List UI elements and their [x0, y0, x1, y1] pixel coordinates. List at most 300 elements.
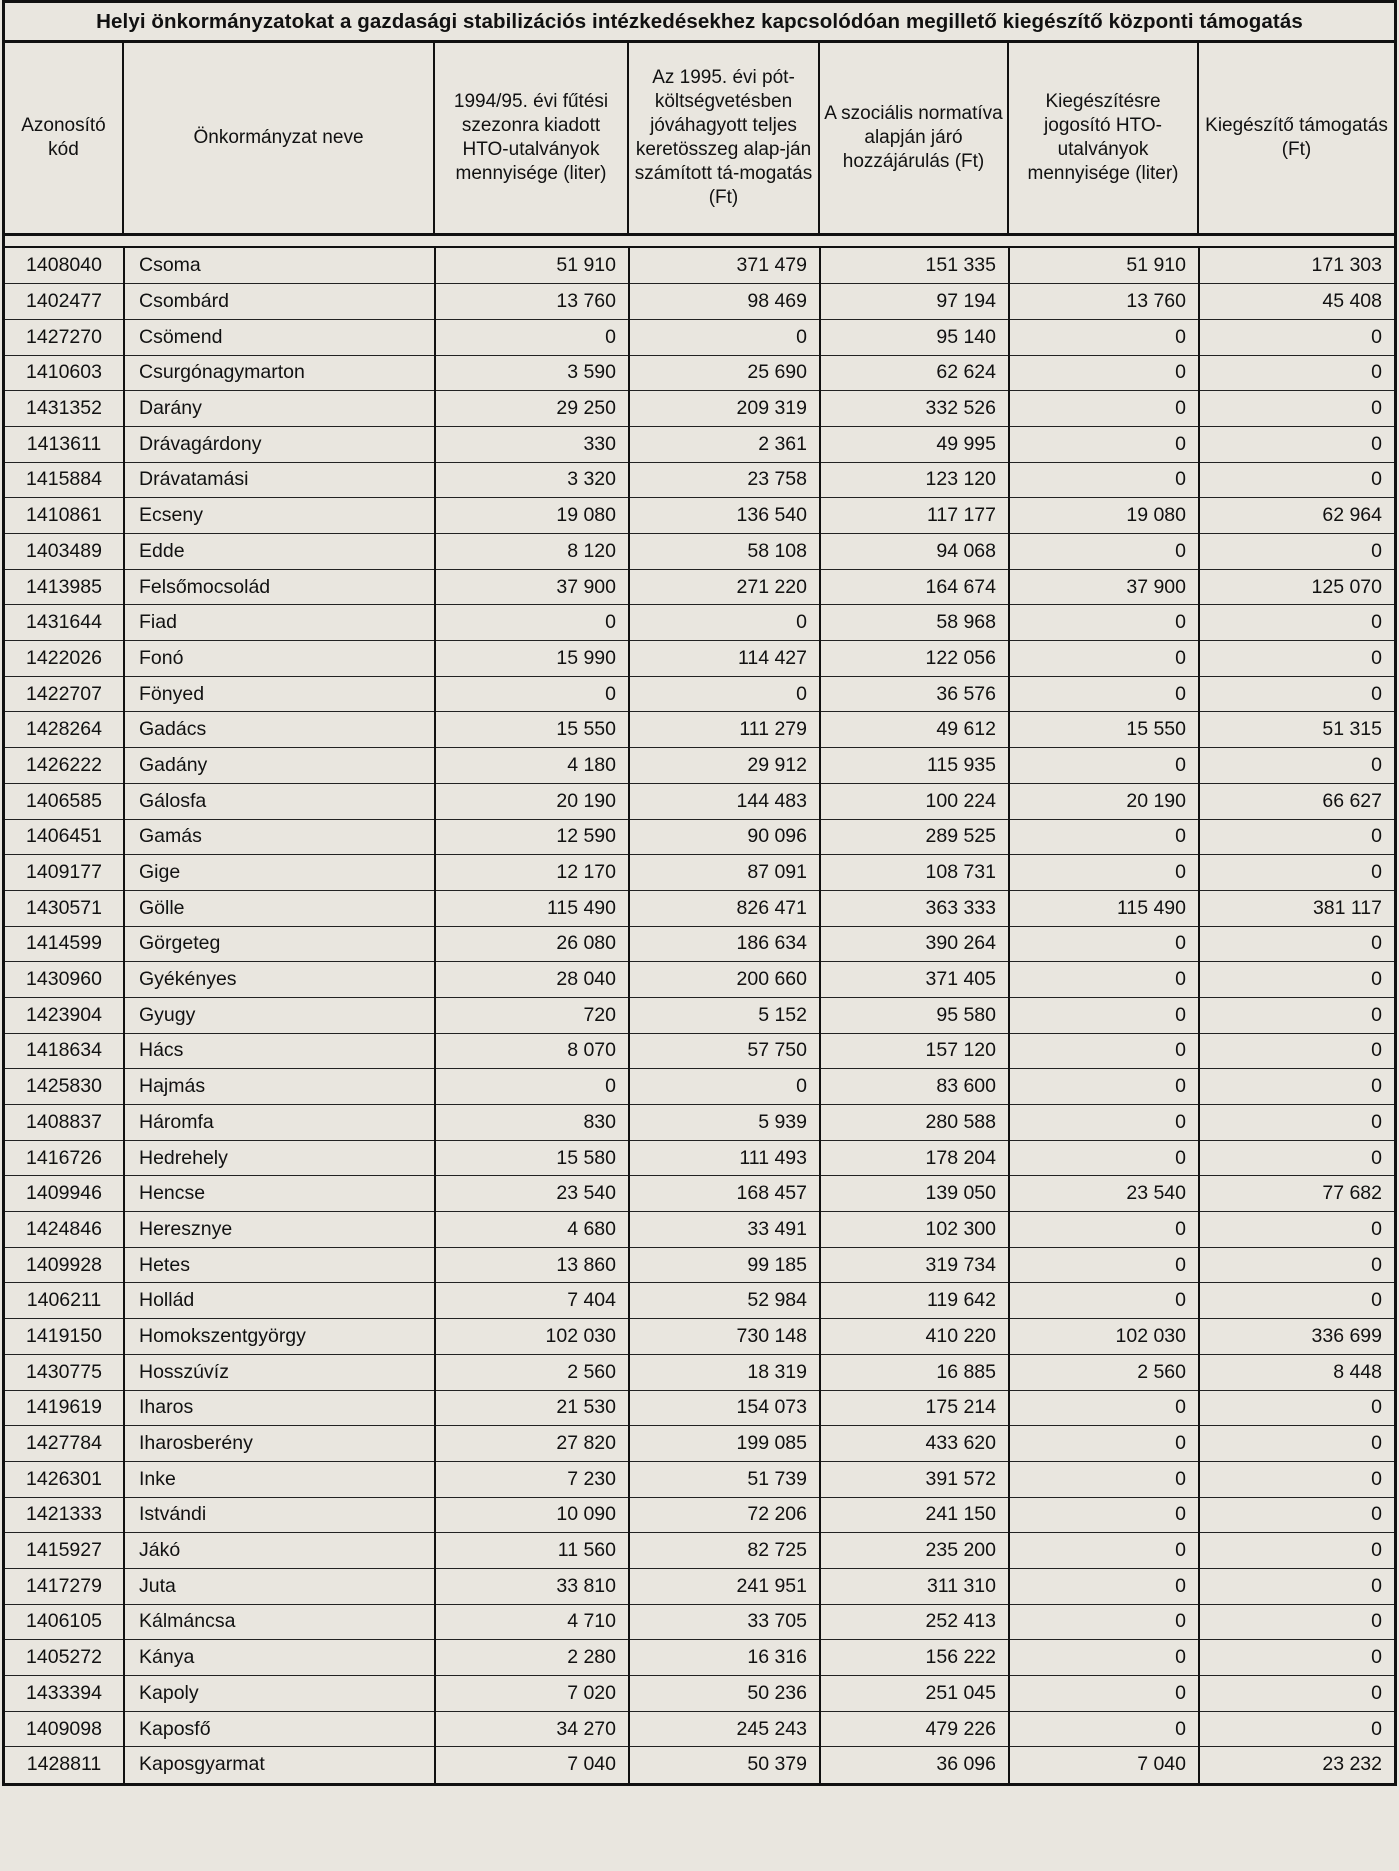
cell-social-normative: 390 264	[820, 926, 1009, 962]
cell-eligible-vouchers: 0	[1009, 426, 1199, 462]
cell-budget-support: 18 319	[629, 1354, 820, 1390]
table-row	[5, 355, 1394, 391]
cell-budget-support: 57 750	[629, 1033, 820, 1069]
cell-social-normative: 479 226	[820, 1711, 1009, 1747]
cell-hto-vouchers: 34 270	[435, 1711, 629, 1747]
cell-supplementary-support: 336 699	[1199, 1319, 1394, 1355]
header-supplementary-support: Kiegészítő támogatás (Ft)	[1205, 115, 1388, 160]
cell-id-code: 1409928	[5, 1247, 124, 1283]
cell-id-code: 1408040	[5, 248, 124, 284]
cell-eligible-vouchers: 0	[1009, 1212, 1199, 1248]
cell-eligible-vouchers: 2 560	[1009, 1354, 1199, 1390]
cell-social-normative: 119 642	[820, 1283, 1009, 1319]
cell-municipality-name: Fonó	[124, 641, 435, 677]
cell-municipality-name: Edde	[124, 534, 435, 570]
cell-eligible-vouchers: 0	[1009, 1390, 1199, 1426]
cell-social-normative: 363 333	[820, 890, 1009, 926]
cell-municipality-name: Csombárd	[124, 284, 435, 320]
cell-social-normative: 49 612	[820, 712, 1009, 748]
cell-social-normative: 36 576	[820, 676, 1009, 712]
cell-hto-vouchers: 10 090	[435, 1497, 629, 1533]
cell-municipality-name: Gálosfa	[124, 783, 435, 819]
cell-eligible-vouchers: 0	[1009, 1711, 1199, 1747]
cell-budget-support: 33 705	[629, 1604, 820, 1640]
cell-hto-vouchers: 19 080	[435, 498, 629, 534]
cell-social-normative: 100 224	[820, 783, 1009, 819]
cell-budget-support: 114 427	[629, 641, 820, 677]
table-row	[5, 498, 1394, 534]
cell-eligible-vouchers: 0	[1009, 641, 1199, 677]
table-row	[5, 1711, 1394, 1747]
cell-social-normative: 157 120	[820, 1033, 1009, 1069]
header-id-code: Azonosító kód	[5, 43, 124, 233]
cell-budget-support: 245 243	[629, 1711, 820, 1747]
cell-municipality-name: Hetes	[124, 1247, 435, 1283]
table-row	[5, 1354, 1394, 1390]
cell-eligible-vouchers: 0	[1009, 534, 1199, 570]
table-row	[5, 783, 1394, 819]
table-row	[5, 1497, 1394, 1533]
cell-social-normative: 164 674	[820, 569, 1009, 605]
cell-supplementary-support: 0	[1199, 748, 1394, 784]
cell-id-code: 1424846	[5, 1212, 124, 1248]
cell-id-code: 1413611	[5, 426, 124, 462]
cell-social-normative: 123 120	[820, 462, 1009, 498]
cell-municipality-name: Drávatamási	[124, 462, 435, 498]
cell-hto-vouchers: 7 404	[435, 1283, 629, 1319]
cell-supplementary-support: 0	[1199, 1212, 1394, 1248]
cell-municipality-name: Kálmáncsa	[124, 1604, 435, 1640]
cell-supplementary-support: 0	[1199, 391, 1394, 427]
table-row	[5, 426, 1394, 462]
cell-social-normative: 49 995	[820, 426, 1009, 462]
table-row	[5, 641, 1394, 677]
cell-municipality-name: Hajmás	[124, 1069, 435, 1105]
cell-social-normative: 16 885	[820, 1354, 1009, 1390]
cell-id-code: 1430775	[5, 1354, 124, 1390]
cell-eligible-vouchers: 0	[1009, 1033, 1199, 1069]
cell-budget-support: 168 457	[629, 1176, 820, 1212]
cell-budget-support: 271 220	[629, 569, 820, 605]
cell-municipality-name: Háromfa	[124, 1105, 435, 1141]
cell-eligible-vouchers: 0	[1009, 855, 1199, 891]
cell-hto-vouchers: 4 710	[435, 1604, 629, 1640]
cell-social-normative: 97 194	[820, 284, 1009, 320]
cell-budget-support: 136 540	[629, 498, 820, 534]
cell-supplementary-support: 66 627	[1199, 783, 1394, 819]
cell-id-code: 1428811	[5, 1747, 124, 1783]
cell-id-code: 1414599	[5, 926, 124, 962]
table-row	[5, 1247, 1394, 1283]
cell-eligible-vouchers: 0	[1009, 962, 1199, 998]
cell-id-code: 1406585	[5, 783, 124, 819]
table-row	[5, 855, 1394, 891]
cell-social-normative: 151 335	[820, 248, 1009, 284]
cell-id-code: 1431352	[5, 391, 124, 427]
cell-hto-vouchers: 115 490	[435, 890, 629, 926]
cell-budget-support: 2 361	[629, 426, 820, 462]
cell-supplementary-support: 0	[1199, 855, 1394, 891]
cell-budget-support: 371 479	[629, 248, 820, 284]
cell-id-code: 1428264	[5, 712, 124, 748]
cell-social-normative: 391 572	[820, 1461, 1009, 1497]
cell-id-code: 1416726	[5, 1140, 124, 1176]
cell-hto-vouchers: 4 180	[435, 748, 629, 784]
table-row	[5, 1140, 1394, 1176]
cell-supplementary-support: 77 682	[1199, 1176, 1394, 1212]
cell-supplementary-support: 0	[1199, 1497, 1394, 1533]
cell-budget-support: 87 091	[629, 855, 820, 891]
cell-hto-vouchers: 11 560	[435, 1533, 629, 1569]
data-table	[5, 248, 1394, 1783]
cell-id-code: 1410861	[5, 498, 124, 534]
cell-eligible-vouchers: 0	[1009, 748, 1199, 784]
cell-supplementary-support: 0	[1199, 1140, 1394, 1176]
table-row	[5, 819, 1394, 855]
cell-hto-vouchers: 8 120	[435, 534, 629, 570]
cell-supplementary-support: 0	[1199, 426, 1394, 462]
cell-budget-support: 99 185	[629, 1247, 820, 1283]
cell-municipality-name: Gadács	[124, 712, 435, 748]
cell-supplementary-support: 0	[1199, 605, 1394, 641]
table-row	[5, 1069, 1394, 1105]
cell-supplementary-support: 23 232	[1322, 1753, 1382, 1776]
cell-social-normative: 241 150	[820, 1497, 1009, 1533]
cell-hto-vouchers: 2 280	[435, 1640, 629, 1676]
cell-eligible-vouchers: 0	[1009, 1640, 1199, 1676]
cell-budget-support: 29 912	[629, 748, 820, 784]
table-row	[5, 1176, 1394, 1212]
cell-supplementary-support: 45 408	[1199, 284, 1394, 320]
cell-hto-vouchers: 830	[435, 1105, 629, 1141]
cell-social-normative: 122 056	[820, 641, 1009, 677]
cell-municipality-name: Felsőmocsolád	[124, 569, 435, 605]
table-row	[5, 1105, 1394, 1141]
cell-eligible-vouchers: 0	[1009, 1604, 1199, 1640]
table-row	[5, 1747, 1394, 1783]
cell-hto-vouchers: 12 170	[435, 855, 629, 891]
cell-social-normative: 156 222	[820, 1640, 1009, 1676]
table-row	[5, 962, 1394, 998]
cell-budget-support: 0	[629, 605, 820, 641]
table-row	[5, 890, 1394, 926]
cell-budget-support: 90 096	[629, 819, 820, 855]
cell-supplementary-support: 0	[1199, 1247, 1394, 1283]
cell-hto-vouchers: 8 070	[435, 1033, 629, 1069]
cell-id-code: 1406451	[5, 819, 124, 855]
table-row	[5, 1604, 1394, 1640]
cell-budget-support: 730 148	[629, 1319, 820, 1355]
cell-social-normative: 175 214	[820, 1390, 1009, 1426]
cell-municipality-name: Csurgónagymarton	[124, 355, 435, 391]
table-row	[5, 712, 1394, 748]
cell-eligible-vouchers: 102 030	[1009, 1319, 1199, 1355]
cell-supplementary-support: 0	[1199, 1426, 1394, 1462]
table-row	[5, 1319, 1394, 1355]
header-municipality-name: Önkormányzat neve	[124, 43, 435, 233]
table-row	[5, 1568, 1394, 1604]
cell-municipality-name: Hedrehely	[124, 1140, 435, 1176]
cell-eligible-vouchers: 0	[1009, 319, 1199, 355]
cell-hto-vouchers: 51 910	[435, 248, 629, 284]
cell-id-code: 1426301	[5, 1461, 124, 1497]
table-row	[5, 926, 1394, 962]
cell-social-normative: 178 204	[820, 1140, 1009, 1176]
cell-supplementary-support: 0	[1199, 1069, 1394, 1105]
cell-id-code: 1408837	[5, 1105, 124, 1141]
cell-hto-vouchers: 13 760	[435, 284, 629, 320]
cell-supplementary-support: 0	[1199, 1283, 1394, 1319]
cell-municipality-name: Kaposfő	[124, 1711, 435, 1747]
cell-municipality-name: Ecseny	[124, 498, 435, 534]
cell-municipality-name: Gamás	[124, 819, 435, 855]
cell-eligible-vouchers: 0	[1009, 1247, 1199, 1283]
cell-eligible-vouchers: 0	[1009, 676, 1199, 712]
cell-supplementary-support: 0	[1199, 819, 1394, 855]
cell-supplementary-support: 0	[1199, 1676, 1394, 1712]
cell-id-code: 1403489	[5, 534, 124, 570]
cell-social-normative: 102 300	[820, 1212, 1009, 1248]
cell-eligible-vouchers: 0	[1009, 1676, 1199, 1712]
cell-eligible-vouchers: 51 910	[1009, 248, 1199, 284]
cell-id-code: 1406211	[5, 1283, 124, 1319]
cell-social-normative: 108 731	[820, 855, 1009, 891]
cell-budget-support: 144 483	[629, 783, 820, 819]
cell-id-code: 1422707	[5, 676, 124, 712]
cell-supplementary-support: 125 070	[1199, 569, 1394, 605]
cell-municipality-name: Hosszúvíz	[124, 1354, 435, 1390]
cell-municipality-name: Gadány	[124, 748, 435, 784]
cell-budget-support: 0	[629, 1069, 820, 1105]
cell-supplementary-support: 171 303	[1199, 248, 1394, 284]
cell-hto-vouchers: 26 080	[435, 926, 629, 962]
cell-municipality-name: Homokszentgyörgy	[124, 1319, 435, 1355]
cell-supplementary-support: 8 448	[1199, 1354, 1394, 1390]
cell-municipality-name: Csömend	[124, 319, 435, 355]
cell-social-normative: 115 935	[820, 748, 1009, 784]
cell-hto-vouchers: 2 560	[435, 1354, 629, 1390]
cell-supplementary-support: 51 315	[1199, 712, 1394, 748]
cell-supplementary-support: 62 964	[1199, 498, 1394, 534]
cell-budget-support: 52 984	[629, 1283, 820, 1319]
cell-eligible-vouchers: 13 760	[1009, 284, 1199, 320]
cell-municipality-name: Fönyed	[124, 676, 435, 712]
cell-eligible-vouchers: 0	[1009, 819, 1199, 855]
cell-supplementary-support: 0	[1199, 926, 1394, 962]
cell-municipality-name: Kánya	[124, 1640, 435, 1676]
cell-id-code: 1427784	[5, 1426, 124, 1462]
cell-supplementary-support: 0	[1199, 1568, 1394, 1604]
table-row	[5, 284, 1394, 320]
cell-hto-vouchers: 0	[435, 319, 629, 355]
cell-municipality-name: Gölle	[124, 890, 435, 926]
cell-social-normative: 83 600	[820, 1069, 1009, 1105]
cell-supplementary-support: 0	[1199, 462, 1394, 498]
cell-hto-vouchers: 29 250	[435, 391, 629, 427]
cell-id-code: 1402477	[5, 284, 124, 320]
table-row	[5, 1033, 1394, 1069]
table-row	[5, 748, 1394, 784]
cell-hto-vouchers: 4 680	[435, 1212, 629, 1248]
table-row	[5, 1640, 1394, 1676]
cell-id-code: 1405272	[5, 1640, 124, 1676]
cell-hto-vouchers: 21 530	[435, 1390, 629, 1426]
header-divider	[5, 236, 1394, 248]
cell-budget-support: 50 236	[629, 1676, 820, 1712]
cell-eligible-vouchers: 0	[1009, 1426, 1199, 1462]
cell-hto-vouchers: 102 030	[435, 1319, 629, 1355]
cell-eligible-vouchers: 7 040	[1009, 1747, 1199, 1783]
cell-eligible-vouchers: 0	[1009, 462, 1199, 498]
cell-municipality-name: Kaposgyarmat	[124, 1747, 435, 1783]
cell-id-code: 1419150	[5, 1319, 124, 1355]
cell-social-normative: 139 050	[820, 1176, 1009, 1212]
cell-hto-vouchers: 330	[435, 426, 629, 462]
cell-hto-vouchers: 0	[435, 676, 629, 712]
cell-budget-support: 826 471	[629, 890, 820, 926]
cell-municipality-name: Gyugy	[124, 997, 435, 1033]
cell-social-normative: 95 580	[820, 997, 1009, 1033]
cell-municipality-name: Iharosberény	[124, 1426, 435, 1462]
cell-budget-support: 98 469	[629, 284, 820, 320]
cell-municipality-name: Gige	[124, 855, 435, 891]
cell-budget-support: 0	[629, 676, 820, 712]
table-row	[5, 319, 1394, 355]
cell-eligible-vouchers: 0	[1009, 1140, 1199, 1176]
cell-municipality-name: Hollád	[124, 1283, 435, 1319]
cell-supplementary-support: 0	[1199, 319, 1394, 355]
cell-municipality-name: Juta	[124, 1568, 435, 1604]
cell-hto-vouchers: 7 230	[435, 1461, 629, 1497]
cell-hto-vouchers: 720	[435, 997, 629, 1033]
cell-hto-vouchers: 33 810	[435, 1568, 629, 1604]
cell-municipality-name: Inke	[124, 1461, 435, 1497]
cell-id-code: 1410603	[5, 355, 124, 391]
header-social-normative: A szociális normatíva alapján járó hozzájárulás (Ft)	[820, 43, 1009, 233]
cell-id-code: 1409098	[5, 1711, 124, 1747]
cell-municipality-name: Istvándi	[124, 1497, 435, 1533]
cell-supplementary-support: 0	[1199, 1390, 1394, 1426]
cell-social-normative: 58 968	[820, 605, 1009, 641]
header-eligible-vouchers: Kiegészítésre jogosító HTO-utalványok mennyisége (liter)	[1009, 43, 1199, 233]
cell-supplementary-support: 0	[1199, 1461, 1394, 1497]
cell-id-code: 1425830	[5, 1069, 124, 1105]
cell-supplementary-support: 0	[1199, 676, 1394, 712]
cell-id-code: 1430960	[5, 962, 124, 998]
table-row	[5, 391, 1394, 427]
cell-social-normative: 433 620	[820, 1426, 1009, 1462]
cell-eligible-vouchers: 0	[1009, 355, 1199, 391]
cell-supplementary-support: 0	[1199, 997, 1394, 1033]
cell-supplementary-support: 0	[1199, 1604, 1394, 1640]
cell-budget-support: 241 951	[629, 1568, 820, 1604]
table-header	[5, 43, 1394, 236]
cell-budget-support: 154 073	[629, 1390, 820, 1426]
cell-social-normative: 36 096	[820, 1747, 1009, 1783]
cell-eligible-vouchers: 0	[1009, 605, 1199, 641]
cell-id-code: 1415927	[5, 1533, 124, 1569]
cell-hto-vouchers: 15 580	[435, 1140, 629, 1176]
cell-social-normative: 319 734	[820, 1247, 1009, 1283]
cell-municipality-name: Heresznye	[124, 1212, 435, 1248]
cell-budget-support: 23 758	[629, 462, 820, 498]
cell-id-code: 1433394	[5, 1676, 124, 1712]
cell-eligible-vouchers: 20 190	[1009, 783, 1199, 819]
cell-hto-vouchers: 0	[435, 1069, 629, 1105]
cell-budget-support: 72 206	[629, 1497, 820, 1533]
cell-budget-support: 111 279	[629, 712, 820, 748]
cell-eligible-vouchers: 0	[1009, 1461, 1199, 1497]
table-frame	[2, 0, 1397, 1786]
cell-social-normative: 280 588	[820, 1105, 1009, 1141]
cell-supplementary-support: 381 117	[1199, 890, 1394, 926]
table-row	[5, 1426, 1394, 1462]
cell-supplementary-support: 0	[1199, 1640, 1394, 1676]
cell-social-normative: 117 177	[820, 498, 1009, 534]
cell-hto-vouchers: 12 590	[435, 819, 629, 855]
cell-budget-support: 199 085	[629, 1426, 820, 1462]
cell-eligible-vouchers: 115 490	[1009, 890, 1199, 926]
cell-supplementary-support: 0	[1199, 962, 1394, 998]
cell-id-code: 1427270	[5, 319, 124, 355]
cell-supplementary-support: 0	[1199, 534, 1394, 570]
cell-budget-support: 16 316	[629, 1640, 820, 1676]
cell-eligible-vouchers: 15 550	[1009, 712, 1199, 748]
cell-eligible-vouchers: 37 900	[1009, 569, 1199, 605]
cell-budget-support: 5 152	[629, 997, 820, 1033]
cell-eligible-vouchers: 0	[1009, 926, 1199, 962]
cell-hto-vouchers: 7 040	[435, 1747, 629, 1783]
cell-municipality-name: Drávagárdony	[124, 426, 435, 462]
cell-hto-vouchers: 23 540	[435, 1176, 629, 1212]
cell-municipality-name: Iharos	[124, 1390, 435, 1426]
cell-eligible-vouchers: 0	[1009, 1105, 1199, 1141]
cell-hto-vouchers: 20 190	[435, 783, 629, 819]
cell-supplementary-support: 0	[1199, 1711, 1394, 1747]
cell-id-code: 1413985	[5, 569, 124, 605]
cell-hto-vouchers: 37 900	[435, 569, 629, 605]
cell-id-code: 1419619	[5, 1390, 124, 1426]
cell-supplementary-support: 0	[1199, 1533, 1394, 1569]
cell-eligible-vouchers: 19 080	[1009, 498, 1199, 534]
table-row	[5, 1283, 1394, 1319]
header-hto-vouchers: 1994/95. évi fűtési szezonra kiadott HTO-utalványok mennyisége (liter)	[435, 43, 629, 233]
table-row	[5, 605, 1394, 641]
cell-id-code: 1409177	[5, 855, 124, 891]
cell-budget-support: 51 739	[629, 1461, 820, 1497]
cell-eligible-vouchers: 0	[1009, 1497, 1199, 1533]
cell-supplementary-support: 0	[1199, 1105, 1394, 1141]
cell-budget-support: 82 725	[629, 1533, 820, 1569]
cell-social-normative: 251 045	[820, 1676, 1009, 1712]
cell-budget-support: 0	[629, 319, 820, 355]
cell-id-code: 1426222	[5, 748, 124, 784]
cell-hto-vouchers: 15 990	[435, 641, 629, 677]
cell-id-code: 1409946	[5, 1176, 124, 1212]
document-title: Helyi önkormányzatokat a gazdasági stabilizációs intézkedésekhez kapcsolódóan megillető kiegészítő központi támogatás	[5, 3, 1394, 43]
header-budget-support: Az 1995. évi pót-költségvetésben jóváhagyott teljes keretösszeg alap-ján számított tá-mogatás (Ft)	[629, 43, 820, 233]
table-row	[5, 1390, 1394, 1426]
cell-id-code: 1423904	[5, 997, 124, 1033]
table-row	[5, 569, 1394, 605]
cell-eligible-vouchers: 0	[1009, 1568, 1199, 1604]
cell-budget-support: 25 690	[629, 355, 820, 391]
cell-social-normative: 235 200	[820, 1533, 1009, 1569]
cell-id-code: 1431644	[5, 605, 124, 641]
cell-budget-support: 5 939	[629, 1105, 820, 1141]
cell-supplementary-support: 0	[1199, 355, 1394, 391]
cell-hto-vouchers: 28 040	[435, 962, 629, 998]
